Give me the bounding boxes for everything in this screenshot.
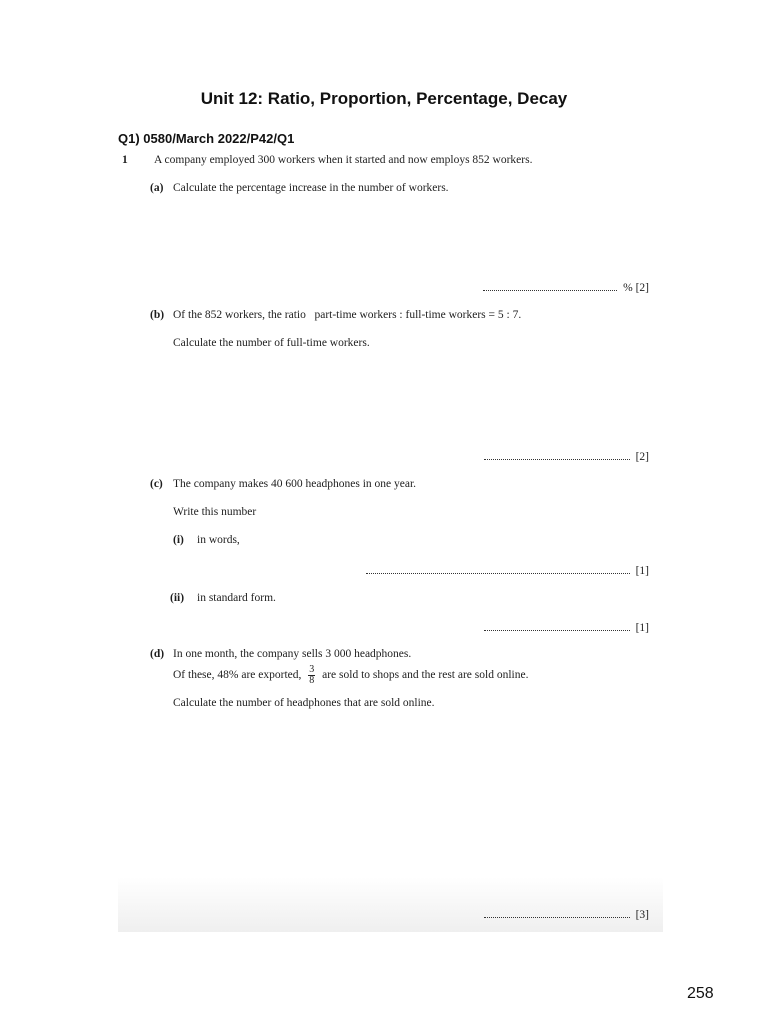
part-c-ii-label: (ii) xyxy=(170,592,185,604)
part-d-answer-line xyxy=(484,908,649,921)
fraction-denominator: 8 xyxy=(309,674,315,686)
part-c-text: The company makes 40 600 headphones in one year. xyxy=(173,478,417,490)
answer-dots xyxy=(366,564,630,574)
part-a-marks: [2] xyxy=(635,282,649,294)
part-c-i-answer-line xyxy=(366,564,649,577)
part-d-instruction: Calculate the number of headphones that are sold online. xyxy=(173,697,435,709)
answer-dots xyxy=(484,450,630,460)
part-c-label: (c) xyxy=(150,478,163,490)
answer-dots xyxy=(484,621,630,631)
part-c-instruction: Write this number xyxy=(173,506,257,518)
part-c-ii-marks: [1] xyxy=(635,622,649,634)
answer-dots xyxy=(483,281,617,291)
fraction-numerator: 3 xyxy=(309,663,315,675)
part-b-label: (b) xyxy=(150,309,165,321)
part-d-text-before-fraction: Of these, 48% are exported, xyxy=(173,669,302,681)
answer-dots xyxy=(484,908,630,918)
part-c-i-label: (i) xyxy=(173,534,184,546)
part-b-answer-line xyxy=(484,450,649,463)
part-c-ii-text: in standard form. xyxy=(197,592,276,604)
page-title: Unit 12: Ratio, Proportion, Percentage, Decay xyxy=(200,89,568,108)
part-c-i-marks: [1] xyxy=(635,565,649,577)
part-b-marks: [2] xyxy=(635,451,649,463)
part-b-instruction: Calculate the number of full-time workers. xyxy=(173,337,370,349)
part-d-text-after-fraction: are sold to shops and the rest are sold online. xyxy=(322,669,529,681)
part-d-label: (d) xyxy=(150,648,165,660)
part-a-text: Calculate the percentage increase in the number of workers. xyxy=(173,182,449,194)
part-d-marks: [3] xyxy=(635,909,649,921)
part-a-label: (a) xyxy=(150,182,164,194)
part-d-text: In one month, the company sells 3 000 headphones. xyxy=(173,648,412,660)
question-number: 1 xyxy=(122,154,128,166)
part-c-ii-answer-line xyxy=(484,621,649,634)
question-source: Q1) 0580/March 2022/P42/Q1 xyxy=(118,131,295,146)
page-number: 258 xyxy=(687,985,714,1002)
part-a-answer-line xyxy=(483,281,649,294)
question-stem: A company employed 300 workers when it started and now employs 852 workers. xyxy=(154,154,533,166)
part-c-i-text: in words, xyxy=(197,534,240,546)
exam-question-scan xyxy=(118,148,663,932)
unit-percent: % xyxy=(623,282,633,294)
part-b-text: Of the 852 workers, the ratio part-time workers : full-time workers = 5 : 7. xyxy=(173,309,522,321)
fraction-three-eighths xyxy=(308,665,315,686)
part-d-line-2 xyxy=(173,663,528,687)
